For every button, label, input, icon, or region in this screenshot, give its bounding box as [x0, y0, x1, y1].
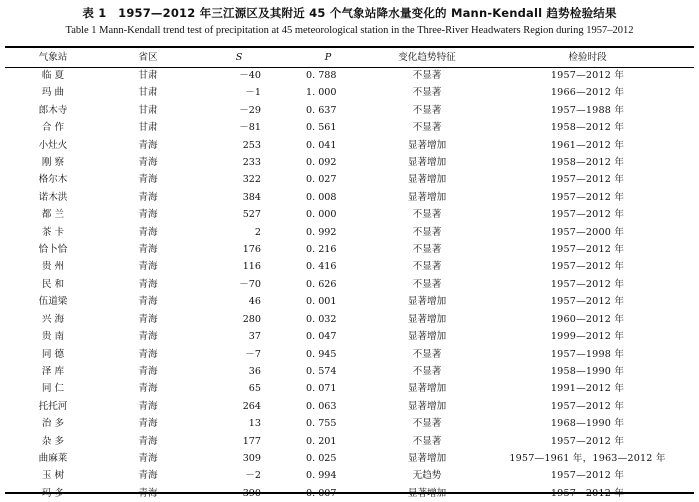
s-cell [195, 224, 283, 241]
table-row [5, 137, 694, 154]
period-cell: 1957—2012 年 [550, 435, 625, 447]
trend-cell: 显著增加 [407, 296, 447, 308]
station-cell: 刚 察 [41, 157, 65, 169]
period-cell: 1957—2012 年 [550, 191, 625, 203]
province-cell: 青海 [138, 435, 158, 447]
p-cell [283, 467, 373, 484]
table-header-row [5, 48, 694, 67]
station-cell: 贵 南 [41, 331, 65, 343]
s-cell-value: －70 [239, 278, 261, 290]
period-cell: 1957—2012 年 [550, 261, 625, 273]
s-cell [195, 467, 283, 484]
s-cell [195, 67, 283, 84]
station-cell: 合 作 [41, 122, 65, 134]
p-cell-value: 0. 561 [306, 122, 337, 134]
station-cell: 曲麻莱 [38, 452, 68, 464]
period-cell: 1957—2012 年 [550, 400, 625, 412]
p-cell [283, 258, 373, 275]
period-cell: 1958—1990 年 [550, 365, 625, 377]
period-cell: 1966—2012 年 [550, 87, 625, 99]
trend-cell: 显著增加 [407, 331, 447, 343]
trend-cell: 显著增加 [407, 174, 447, 186]
period-cell: 1957—2012 年 [550, 209, 625, 221]
p-cell-value: 0. 994 [306, 470, 337, 482]
table-row [5, 67, 694, 84]
s-cell-value: －2 [245, 470, 261, 482]
p-cell [283, 241, 373, 258]
s-cell-value: 233 [242, 157, 261, 169]
trend-cell: 不显著 [412, 226, 442, 238]
table-row [5, 311, 694, 328]
station-cell: 临 夏 [41, 70, 65, 81]
period-cell: 1957—2012 年 [550, 278, 625, 290]
p-cell [283, 346, 373, 363]
p-cell [283, 171, 373, 188]
province-cell: 甘肃 [138, 104, 158, 116]
province-cell: 甘肃 [138, 87, 158, 99]
station-cell: 都 兰 [41, 209, 65, 221]
s-cell [195, 171, 283, 188]
table-row [5, 363, 694, 380]
table-row [5, 276, 694, 293]
s-cell-value: 390 [242, 487, 261, 499]
trend-cell: 不显著 [412, 70, 442, 81]
s-cell [195, 206, 283, 223]
province-cell: 青海 [138, 487, 158, 499]
province-cell: 甘肃 [138, 70, 158, 81]
station-cell: 民 和 [41, 278, 65, 290]
p-cell [283, 311, 373, 328]
p-cell [283, 380, 373, 397]
p-cell-value: 0. 025 [306, 452, 337, 464]
province-cell: 青海 [138, 313, 158, 325]
province-cell: 青海 [138, 244, 158, 256]
p-cell [283, 154, 373, 171]
table-row [5, 258, 694, 275]
trend-cell: 不显著 [412, 365, 442, 377]
period-cell: 1957—1961 年，1963—2012 年 [509, 452, 666, 464]
p-cell-value: 0. 063 [306, 400, 337, 412]
p-cell-value: 0. 092 [306, 157, 337, 169]
station-cell: 托托河 [38, 400, 68, 412]
station-cell: 伍道梁 [38, 296, 68, 308]
p-cell-value: 0. 000 [306, 209, 337, 221]
province-cell: 青海 [138, 452, 158, 464]
table-row [5, 398, 694, 415]
s-cell-value: 37 [248, 331, 261, 343]
station-cell: 玛 多 [41, 487, 65, 499]
s-cell-value: 264 [242, 400, 261, 412]
station-cell: 恰卜恰 [38, 244, 68, 256]
s-cell-value: 280 [242, 313, 261, 325]
table-row [5, 293, 694, 310]
period-cell: 1957—2012 年 [550, 244, 625, 256]
s-cell-value: 322 [242, 174, 261, 186]
s-cell-value: －81 [239, 122, 261, 134]
period-cell: 1957—1998 年 [550, 348, 625, 360]
table-body [5, 67, 694, 502]
table-row [5, 189, 694, 206]
province-cell: 青海 [138, 139, 158, 151]
s-cell-value: 46 [248, 296, 261, 308]
trend-cell: 不显著 [412, 348, 442, 360]
province-cell: 青海 [138, 278, 158, 290]
s-cell [195, 363, 283, 380]
period-cell: 1957—2012 年 [550, 296, 625, 308]
period-cell: 1957—2012 年 [550, 470, 625, 482]
p-cell [283, 189, 373, 206]
p-cell-value: 0. 071 [306, 383, 337, 395]
trend-cell: 不显著 [412, 209, 442, 221]
table-title-english: Table 1 Mann-Kendall trend test of precipitation at 45 meteorological station in the Three-River Headwaters Region during 1957–2012 [65, 25, 634, 36]
s-cell [195, 380, 283, 397]
trend-cell: 不显著 [412, 435, 442, 447]
station-cell: 郎木寺 [38, 104, 68, 116]
s-cell-value: －29 [239, 104, 261, 116]
province-cell: 青海 [138, 261, 158, 273]
period-cell: 1957—2000 年 [550, 226, 625, 238]
trend-cell: 不显著 [412, 278, 442, 290]
province-cell: 青海 [138, 400, 158, 412]
period-cell: 1999—2012 年 [550, 331, 625, 343]
province-cell: 青海 [138, 331, 158, 343]
s-cell-value: －40 [239, 70, 261, 81]
period-cell: 1991—2012 年 [550, 383, 625, 395]
province-cell: 青海 [138, 418, 158, 430]
table-row [5, 485, 694, 502]
p-cell-value: 0. 027 [306, 174, 337, 186]
p-cell [283, 450, 373, 467]
station-cell: 茶 卡 [41, 226, 65, 238]
period-cell: 1961—2012 年 [550, 139, 625, 151]
table-row [5, 119, 694, 136]
s-cell-value: 13 [248, 418, 261, 430]
station-cell: 玉 树 [41, 470, 65, 482]
period-cell: 1957—2012 年 [550, 70, 625, 81]
p-cell-value: 0. 001 [306, 296, 337, 308]
period-cell: 1957—1988 年 [550, 104, 625, 116]
trend-cell: 不显著 [412, 244, 442, 256]
p-cell-value: 0. 755 [306, 418, 337, 430]
p-cell-value: 0. 574 [306, 365, 337, 377]
p-cell-value: 0. 992 [306, 226, 337, 238]
table-row [5, 206, 694, 223]
s-cell [195, 102, 283, 119]
p-cell-value: 0. 008 [306, 191, 337, 203]
table-row [5, 328, 694, 345]
header-s: S [235, 52, 243, 63]
trend-cell: 无趋势 [412, 470, 442, 482]
trend-cell: 不显著 [412, 122, 442, 134]
station-cell: 泽 库 [41, 365, 65, 377]
period-cell: 1957—2012 年 [550, 487, 625, 499]
s-cell-value: 176 [242, 244, 261, 256]
s-cell-value: 65 [248, 383, 261, 395]
table-row [5, 346, 694, 363]
s-cell [195, 258, 283, 275]
trend-cell: 不显著 [412, 418, 442, 430]
s-cell [195, 189, 283, 206]
table-row [5, 84, 694, 101]
p-cell-value: 0. 041 [306, 139, 337, 151]
p-cell [283, 415, 373, 432]
p-cell [283, 398, 373, 415]
p-cell [283, 328, 373, 345]
s-cell-value: 177 [242, 435, 261, 447]
s-cell-value: 384 [242, 191, 261, 203]
table-row [5, 433, 694, 450]
s-cell [195, 84, 283, 101]
p-cell [283, 137, 373, 154]
table-row [5, 154, 694, 171]
p-cell [283, 206, 373, 223]
station-cell: 贵 州 [41, 261, 65, 273]
s-cell [195, 119, 283, 136]
p-cell-value: 0. 216 [306, 244, 337, 256]
s-cell-value: 116 [242, 261, 261, 273]
s-cell-value: 527 [242, 209, 261, 221]
station-cell: 同 德 [41, 348, 65, 360]
s-cell-value: 309 [242, 452, 261, 464]
trend-cell: 显著增加 [407, 191, 447, 203]
table-row [5, 467, 694, 484]
province-cell: 青海 [138, 383, 158, 395]
p-cell [283, 276, 373, 293]
period-cell: 1968—1990 年 [550, 418, 625, 430]
period-cell: 1958—2012 年 [550, 157, 625, 169]
p-cell-value: 0. 788 [306, 70, 337, 81]
table-row [5, 415, 694, 432]
header-province: 省区 [138, 52, 158, 63]
p-cell-value: 0. 945 [306, 348, 337, 360]
table-row [5, 224, 694, 241]
p-cell [283, 224, 373, 241]
province-cell: 青海 [138, 226, 158, 238]
p-cell-value: 1. 000 [306, 87, 337, 99]
p-cell [283, 67, 373, 84]
province-cell: 青海 [138, 157, 158, 169]
s-cell-value: 36 [248, 365, 261, 377]
p-cell-value: 0. 416 [306, 261, 337, 273]
station-cell: 兴 海 [41, 313, 65, 325]
p-cell [283, 485, 373, 502]
period-cell: 1960—2012 年 [550, 313, 625, 325]
trend-cell: 不显著 [412, 261, 442, 273]
trend-cell: 显著增加 [407, 452, 447, 464]
province-cell: 甘肃 [138, 122, 158, 134]
header-period: 检验时段 [568, 52, 607, 63]
p-cell [283, 102, 373, 119]
trend-cell: 显著增加 [407, 400, 447, 412]
p-cell [283, 84, 373, 101]
station-cell: 玛 曲 [41, 87, 65, 99]
p-cell-value: 0. 007 [306, 487, 337, 499]
p-cell-value: 0. 201 [306, 435, 337, 447]
trend-cell: 显著增加 [407, 139, 447, 151]
province-cell: 青海 [138, 191, 158, 203]
s-cell [195, 276, 283, 293]
trend-cell: 显著增加 [407, 383, 447, 395]
province-cell: 青海 [138, 470, 158, 482]
p-cell-value: 0. 626 [306, 278, 337, 290]
province-cell: 青海 [138, 209, 158, 221]
s-cell-value: 253 [242, 139, 261, 151]
station-cell: 同 仁 [41, 383, 65, 395]
p-cell-value: 0. 047 [306, 331, 337, 343]
province-cell: 青海 [138, 365, 158, 377]
s-cell [195, 154, 283, 171]
p-cell [283, 363, 373, 380]
s-cell [195, 311, 283, 328]
mann-kendall-table [5, 48, 694, 502]
province-cell: 青海 [138, 296, 158, 308]
s-cell [195, 398, 283, 415]
s-cell [195, 485, 283, 502]
province-cell: 青海 [138, 348, 158, 360]
s-cell [195, 137, 283, 154]
s-cell [195, 293, 283, 310]
trend-cell: 不显著 [412, 104, 442, 116]
trend-cell: 显著增加 [407, 313, 447, 325]
station-cell: 治 多 [41, 418, 65, 430]
p-cell [283, 433, 373, 450]
station-cell: 杂 多 [41, 435, 65, 447]
table-row [5, 171, 694, 188]
p-cell-value: 0. 032 [306, 313, 337, 325]
header-trend: 变化趋势特征 [398, 52, 456, 63]
s-cell [195, 433, 283, 450]
province-cell: 青海 [138, 174, 158, 186]
s-cell-value: －1 [245, 87, 261, 99]
s-cell-value: －7 [245, 348, 261, 360]
p-cell-value: 0. 637 [306, 104, 337, 116]
header-station: 气象站 [38, 52, 68, 63]
p-cell [283, 119, 373, 136]
station-cell: 诺木洪 [38, 191, 68, 203]
header-p: P [324, 52, 332, 63]
period-cell: 1957—2012 年 [550, 174, 625, 186]
trend-cell: 显著增加 [407, 157, 447, 169]
trend-cell: 不显著 [412, 87, 442, 99]
table-row [5, 380, 694, 397]
station-cell: 格尔木 [38, 174, 68, 186]
s-cell [195, 346, 283, 363]
period-cell: 1958—2012 年 [550, 122, 625, 134]
s-cell [195, 450, 283, 467]
p-cell [283, 293, 373, 310]
trend-cell: 显著增加 [407, 487, 447, 499]
s-cell [195, 241, 283, 258]
s-cell-value: 2 [254, 226, 261, 238]
s-cell [195, 328, 283, 345]
s-cell [195, 415, 283, 432]
table-row [5, 450, 694, 467]
station-cell: 小灶火 [38, 139, 68, 151]
table-row [5, 102, 694, 119]
table-title-chinese: 表 1 1957—2012 年三江源区及其附近 45 个气象站降水量变化的 Mann-Kendall 趋势检验结果 [82, 6, 617, 20]
table-row [5, 241, 694, 258]
